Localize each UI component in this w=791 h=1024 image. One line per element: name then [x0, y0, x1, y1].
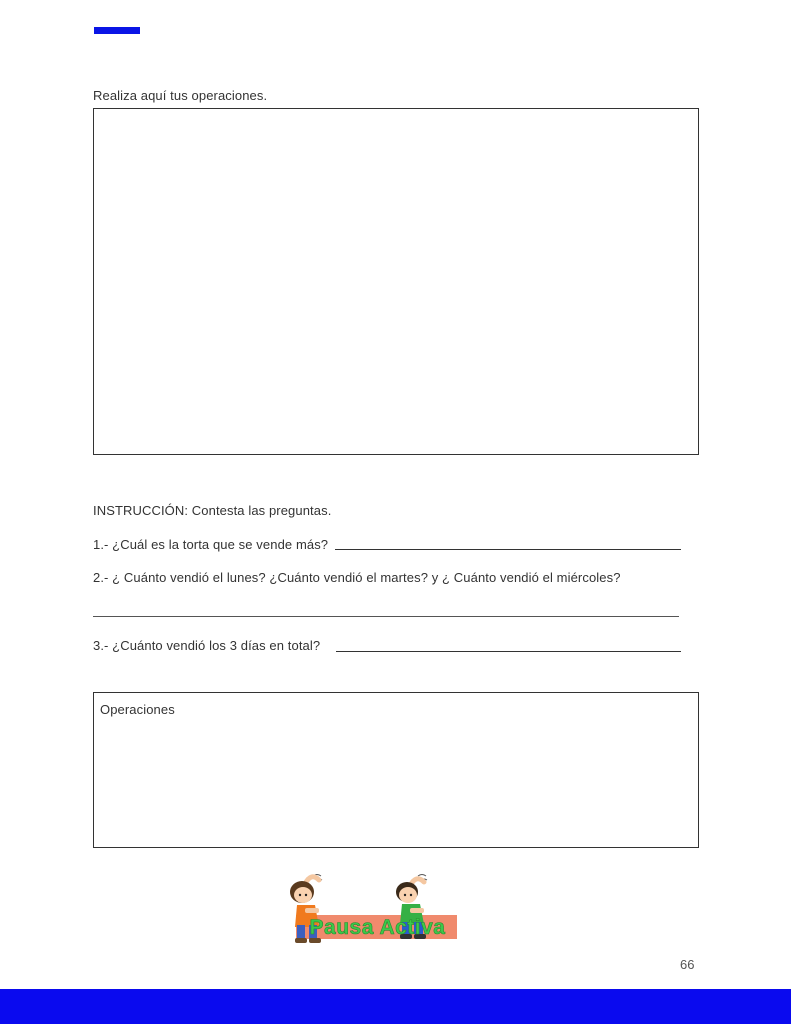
operations-box[interactable]: [93, 692, 699, 848]
question-1: 1.- ¿Cuál es la torta que se vende más?: [93, 537, 329, 552]
page-number: 66: [680, 957, 695, 972]
question-3: 3.- ¿Cuánto vendió los 3 días en total?: [93, 638, 321, 653]
answer-line-2[interactable]: [93, 616, 679, 617]
work-area-box[interactable]: [93, 108, 699, 455]
top-accent-bar: [94, 27, 140, 34]
operations-label: Operaciones: [100, 702, 175, 717]
question-2: 2.- ¿ Cuánto vendió el lunes? ¿Cuánto vendió el martes? y ¿ Cuánto vendió el miércoles?: [93, 570, 621, 585]
bottom-accent-bar: [0, 989, 791, 1024]
pausa-activa-text: Pausa Activa: [309, 916, 446, 939]
answer-line-1[interactable]: [335, 549, 681, 550]
answer-line-3[interactable]: [336, 651, 681, 652]
work-area-label: Realiza aquí tus operaciones.: [93, 88, 268, 103]
instruction-text: INSTRUCCIÓN: Contesta las preguntas.: [93, 503, 332, 518]
